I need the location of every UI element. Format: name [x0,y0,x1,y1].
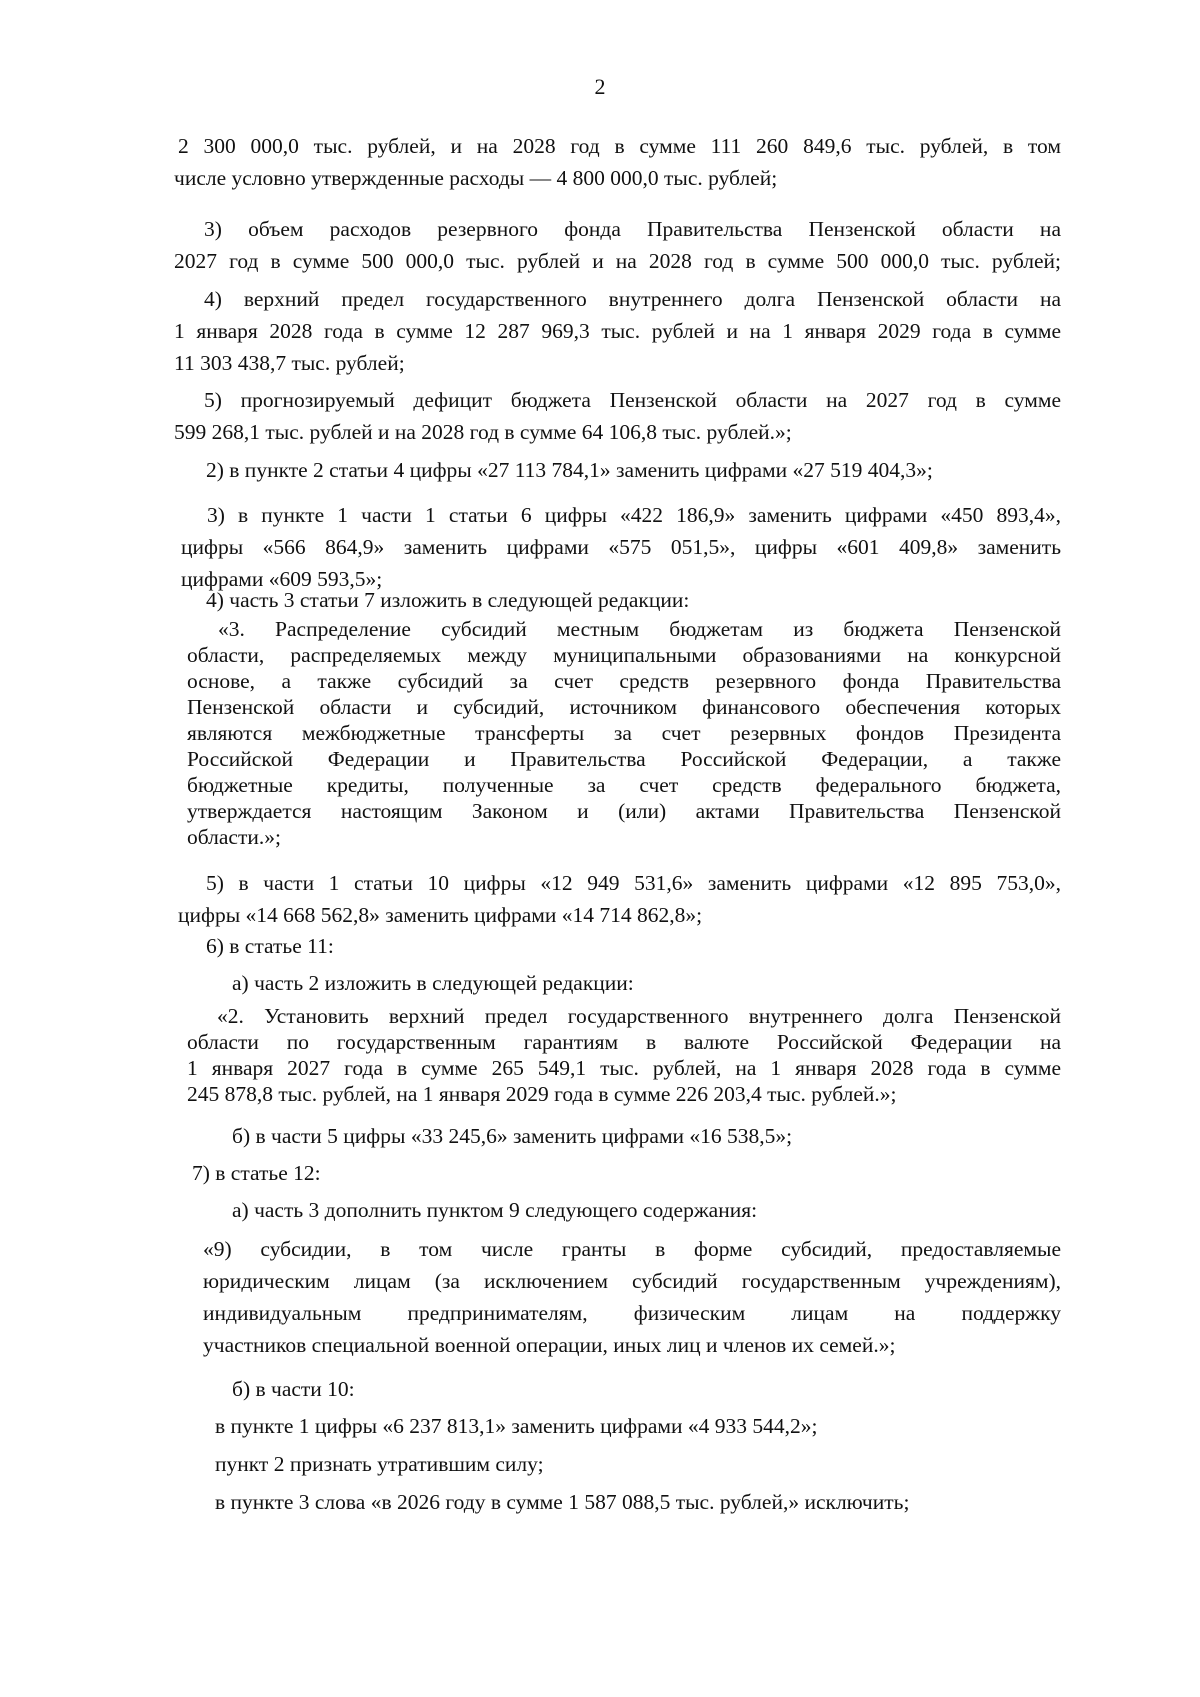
text-line: «2. Установить верхний предел государственного внутреннего долга Пензенской [217,1004,1061,1028]
paragraph [178,867,1061,931]
text-line: 2027 год в сумме 500 000,0 тыс. рублей и на 2028 год в сумме 500 000,0 тыс. рублей; [174,249,1061,273]
text-line: а) часть 2 изложить в следующей редакции: [232,971,634,995]
paragraph [174,213,1061,277]
paragraph [215,1410,1015,1442]
text-line: «9) субсидии, в том числе гранты в форме субсидий, предоставляемые [203,1237,1061,1261]
text-line: 5) прогнозируемый дефицит бюджета Пензенской области на 2027 год в сумме [204,388,1061,412]
text-line: бюджетные кредиты, полученные за счет средств федерального бюджета, [187,773,1061,797]
paragraph [232,1373,532,1405]
text-line: индивидуальным предпринимателям, физическим лицам на поддержку [203,1301,1061,1325]
text-line: являются межбюджетные трансферты за счет резервных фондов Президента [187,721,1061,745]
text-line: 2 300 000,0 тыс. рублей, и на 2028 год в сумме 111 260 849,6 тыс. рублей, в том [178,134,1061,158]
text-line: участников специальной военной операции, иных лиц и членов их семей.»; [203,1333,896,1357]
text-line: 245 878,8 тыс. рублей, на 1 января 2029 года в сумме 226 203,4 тыс. рублей.»; [187,1082,897,1106]
paragraph [174,384,1061,448]
text-line: «3. Распределение субсидий местным бюджетам из бюджета Пензенской [218,617,1061,641]
text-line: 599 268,1 тыс. рублей и на 2028 год в сумме 64 106,8 тыс. рублей.»; [174,420,792,444]
paragraph [206,930,506,962]
text-line: основе, а также субсидий за счет средств резервного фонда Правительства [187,669,1061,693]
text-line: цифрами «609 593,5»; [181,567,383,591]
page-number: 2 [594,74,606,99]
text-line: Российской Федерации и Правительства Российской Федерации, а также [187,747,1061,771]
text-line: 6) в статье 11: [206,934,334,958]
text-line: 3) в пункте 1 части 1 статьи 6 цифры «422 186,9» заменить цифрами «450 893,4», [207,503,1061,527]
text-line: 4) верхний предел государственного внутреннего долга Пензенской области на [204,287,1061,311]
paragraph [232,1194,932,1226]
paragraph [232,1120,932,1152]
paragraph [174,283,1061,379]
text-line: а) часть 3 дополнить пунктом 9 следующего содержания: [232,1198,758,1222]
text-line: юридическим лицам (за исключением субсидий государственным учреждениям), [203,1269,1061,1293]
text-line: области по государственным гарантиям в валюте Российской Федерации на [187,1030,1061,1054]
text-line: 7) в статье 12: [192,1161,321,1185]
paragraph [232,967,832,999]
text-line: пункт 2 признать утратившим силу; [215,1452,544,1476]
text-line: б) в части 5 цифры «33 245,6» заменить цифрами «16 538,5»; [232,1124,793,1148]
text-line: цифры «14 668 562,8» заменить цифрами «14 714 862,8»; [178,903,703,927]
text-line: цифры «566 864,9» заменить цифрами «575 051,5», цифры «601 409,8» заменить [181,535,1061,559]
text-line: области.»; [187,825,281,849]
text-line: области, распределяемых между муниципальными образованиями на конкурсной [187,643,1061,667]
text-line: 5) в части 1 статьи 10 цифры «12 949 531,6» заменить цифрами «12 895 753,0», [206,871,1061,895]
text-line: б) в части 10: [232,1377,355,1401]
paragraph [203,1233,1061,1361]
text-line: 1 января 2027 года в сумме 265 549,1 тыс. рублей, на 1 января 2028 года в сумме [187,1056,1061,1080]
text-line: числе условно утвержденные расходы — 4 800 000,0 тыс. рублей; [174,166,778,190]
text-line: в пункте 1 цифры «6 237 813,1» заменить цифрами «4 933 544,2»; [215,1414,818,1438]
paragraph [187,616,1061,850]
paragraph [174,130,1061,194]
paragraph [215,1486,1061,1518]
text-line: в пункте 3 слова «в 2026 году в сумме 1 587 088,5 тыс. рублей,» исключить; [215,1490,910,1514]
text-line: 2) в пункте 2 статьи 4 цифры «27 113 784,1» заменить цифрами «27 519 404,3»; [206,458,933,482]
paragraph [206,584,806,616]
paragraph [181,499,1061,595]
text-line: 1 января 2028 года в сумме 12 287 969,3 тыс. рублей и на 1 января 2029 года в сумме [174,319,1061,343]
text-line: утверждается настоящим Законом и (или) актами Правительства Пензенской [187,799,1061,823]
text-line: 11 303 438,7 тыс. рублей; [174,351,405,375]
paragraph [187,1003,1061,1107]
text-line: 3) объем расходов резервного фонда Правительства Пензенской области на [204,217,1061,241]
paragraph [206,454,1046,486]
paragraph [215,1448,815,1480]
text-line: Пензенской области и субсидий, источником финансового обеспечения которых [187,695,1061,719]
text-line: 4) часть 3 статьи 7 изложить в следующей редакции: [206,588,690,612]
paragraph [192,1157,492,1189]
